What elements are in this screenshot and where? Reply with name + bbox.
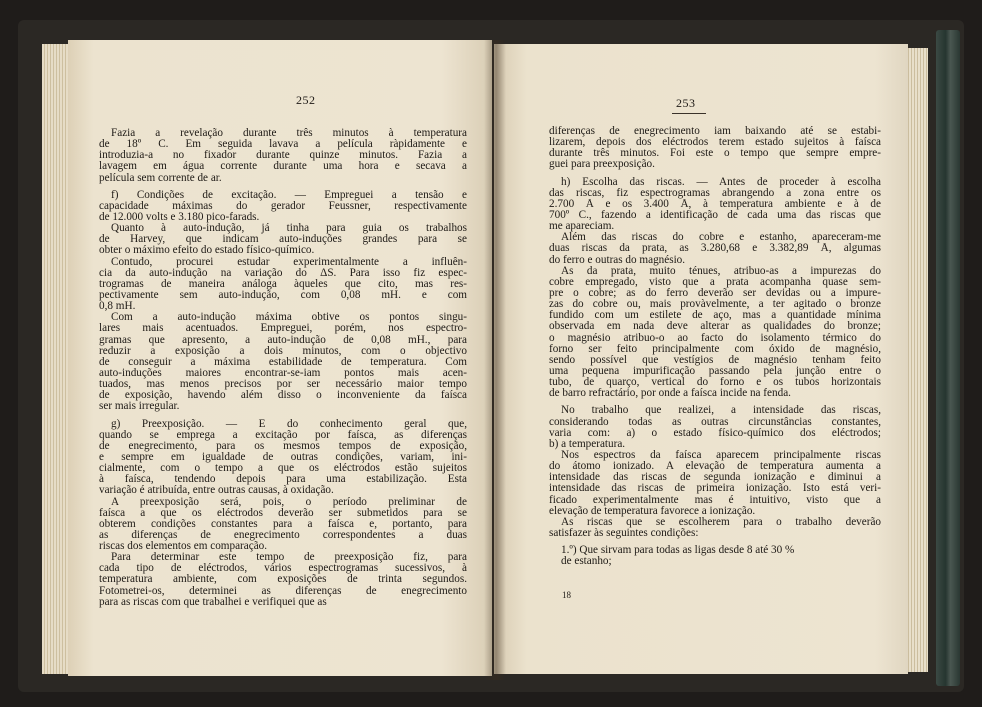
text-line: do átomo ionizado. A elevação de temperatura aumenta a [549,461,881,473]
text-line: e sempre em igualdade de outras condições, variam, ini- [99,451,467,463]
text-line: cobre empregado, visto que a prata acompanha quase sem- [549,276,881,288]
text-line: cialmente, com o tempo a que os eléctrodos estão sujeitos [99,463,467,475]
text-line: à faísca, tendendo depois para uma estabilização. Esta [99,474,467,486]
text-line: de barro refractário, por onde a faísca incide na fenda. [549,387,791,400]
text-line: obterem condições constantes para a faísca e, portanto, para [99,518,467,530]
text-line: Contudo, procurei estudar experimentalmente a influên- [111,256,467,268]
text-line: Nos espectros da faísca aparecem principalmente riscas [561,449,881,461]
text-line: As riscas que se escolherem para o trabalho deverão [561,516,881,528]
text-line: tuados, mas menos precisos por ser necessário maior tempo [99,379,467,391]
text-line: tubo, de quarço, vertical do forno e os tubos horizontais [549,377,881,389]
left-page-body [99,128,467,608]
text-line: sendo possível que vestígios de magnésio tenham feito [549,354,881,366]
text-line: No trabalho que realizei, a intensidade das riscas, [561,405,881,417]
text-line: de conseguir a máxima estabilidade de temperatura. Com [99,356,467,368]
text-line: A preexposição será, pois, o período preliminar de [111,496,467,508]
text-line: pre o cobre; as do ferro deverão ser devidas ou a impure- [549,287,881,299]
text-line: quando se emprega a excitação por faísca, as diferenças [99,429,467,441]
text-line: lares mais acentuados. Empreguei, porém, nos espectro- [99,323,467,335]
text-line: fundido com um estilete de aço, mas a quantidade mínima [549,310,881,322]
text-line: g) Preexposição. — É do conhecimento geral que, [111,418,467,430]
page-number-rule [672,113,706,114]
text-line: de 12.000 volts e 3.180 pico-farads. [99,210,260,223]
text-line: diferenças de enegrecimento iam baixando até se estabi- [549,126,881,137]
text-line: reduzir a exposição a dois minutos, com o objectivo [99,345,467,357]
text-line: do ferro e outras do magnésio. [549,253,686,266]
left-page-stack [42,44,70,674]
text-line: zas do cobre ou, mais provàvelmente, a ter agitado o bronze [549,299,881,311]
printer-signature: 18 [562,590,571,600]
text-line: de estanho; [561,555,612,568]
text-line: varia com: a) o estado físico-químico dos eléctrodos; [549,427,881,439]
text-line: temperatura ambiente, com exposições de trinta segundos. [99,574,467,586]
text-line: auto-induções maiores encontrar-se-iam pontos mais acen- [99,367,467,379]
text-line: riscas dos elementos em comparação. [99,540,268,553]
cover-edge-marbled [936,30,960,686]
text-line: elevação de temperatura favorece a ionização. [549,504,756,517]
text-line: Além das riscas do cobre e estanho, apareceram-me [561,232,881,244]
right-page-body [549,126,881,567]
text-line: de enegrecimento, para os mesmos tempos de exposição, [99,440,467,452]
text-line: as diferenças de enegrecimento correspondentes a duas [99,529,467,541]
text-line: Para determinar este tempo de preexposição fiz, para [111,552,467,564]
text-line: considerando todas as outras circunstâncias constantes, [549,416,881,428]
text-line: satisfazer às seguintes condições: [549,526,699,539]
text-line: variação é atribuída, entre outras causas, à oxidação. [99,484,334,497]
text-line: de exposição, havendo além disso o inconveniente da faísca [99,390,467,402]
text-line: 0,8 mH. [99,300,136,313]
text-line: obter o máximo efeito do estado físico-químico. [99,244,315,257]
text-line: uma pequena impurificação passando pela junção entre o [549,365,881,377]
text-line: f) Condições de excitação. — Empreguei a tensão e [111,189,467,201]
right-page [494,44,908,674]
text-line: de Harvey, que indicam auto-induções grandes para se [99,234,467,246]
book-gutter [484,40,506,680]
right-page-stack [906,48,928,672]
text-line: me apareciam. [549,220,615,233]
text-line: película sem corrente de ar. [99,171,222,184]
text-line: cia da auto-indução na variação do ΔS. Para isso fiz espec- [99,267,467,279]
text-line: Quanto à auto-indução, já tinha para guia os trabalhos [111,223,467,235]
text-line: das riscas, fiz espectrogramas abrangendo a zona entre os [549,187,881,199]
text-line: 2.700 Å e os 3.400 Å, à temperatura ambiente e à de [549,198,881,210]
text-line: 1.º) Que sirvam para todas as ligas desde 8 até 30 % [561,544,795,557]
page-number-right: 253 [676,96,696,110]
text-line: cada tipo de eléctrodos, vários espectrogramas sucessivos, à [99,563,467,575]
text-line: intensidade das riscas de primeira ionização. Isto está veri- [549,483,881,495]
text-line: para as riscas com que trabalhei e verifiquei que as [99,595,327,608]
text-line: As da prata, muito ténues, atribuo-as a impurezas do [561,265,881,277]
text-line: gramas que apresento, a auto-indução de 0,08 mH., para [99,334,467,346]
text-line: Fotometrei-os, determinei as diferenças de enegrecimento [99,585,467,597]
text-line: durante três minutos. Foi este o tempo que sempre empre- [549,148,881,160]
text-line: forno ser feito principalmente com óxido de magnésio, [549,343,881,355]
text-line: Fazia a revelação durante três minutos à temperatura [111,128,467,139]
text-line: Com a auto-indução máxima obtive os pontos singu- [111,312,467,324]
text-line: pectivamente sem auto-indução, com 0,08 mH. e com [99,289,467,301]
text-line: b) a temperatura. [549,437,626,450]
text-line: observada em nada deve alterar as qualidades do bronze; [549,321,881,333]
text-line: capacidade máximas do gerador Feussner, respectivamente [99,200,467,212]
text-line: ser mais irregular. [99,400,180,413]
text-line: o magnésio atribuo-o ao facto do isolamento térmico do [549,332,881,344]
text-line: faísca a que os eléctrodos deverão ser submetidos para se [99,507,467,519]
text-line: de 18º C. Em seguida lavava a película ràpidamente e [99,139,467,151]
text-line: h) Escolha das riscas. — Antes de proceder à escolha [561,176,881,188]
text-line: duas riscas da prata, as 3.280,68 e 3.382,89 Å, algumas [549,243,881,255]
text-line: intensidade das riscas de segunda ionização e diminui a [549,472,881,484]
text-line: ficado experimentalmente mas é intuitivo, visto que a [549,494,881,506]
text-line: 700º C., fazendo a identificação de cada uma das riscas que [549,209,881,221]
text-line: introduzia-a no fixador durante quinze minutos. Fazia a [99,150,467,162]
text-line: lizarem, depois dos eléctrodos terem estado sujeitos à faísca [549,137,881,149]
text-line: guei para preexposição. [549,158,655,171]
left-page [68,40,492,676]
page-number-left: 252 [296,93,316,107]
text-line: trogramas de maneira análoga àqueles que cito, mas res- [99,278,467,290]
text-line: lavagem em água corrente durante uma hora e secava a [99,161,467,173]
